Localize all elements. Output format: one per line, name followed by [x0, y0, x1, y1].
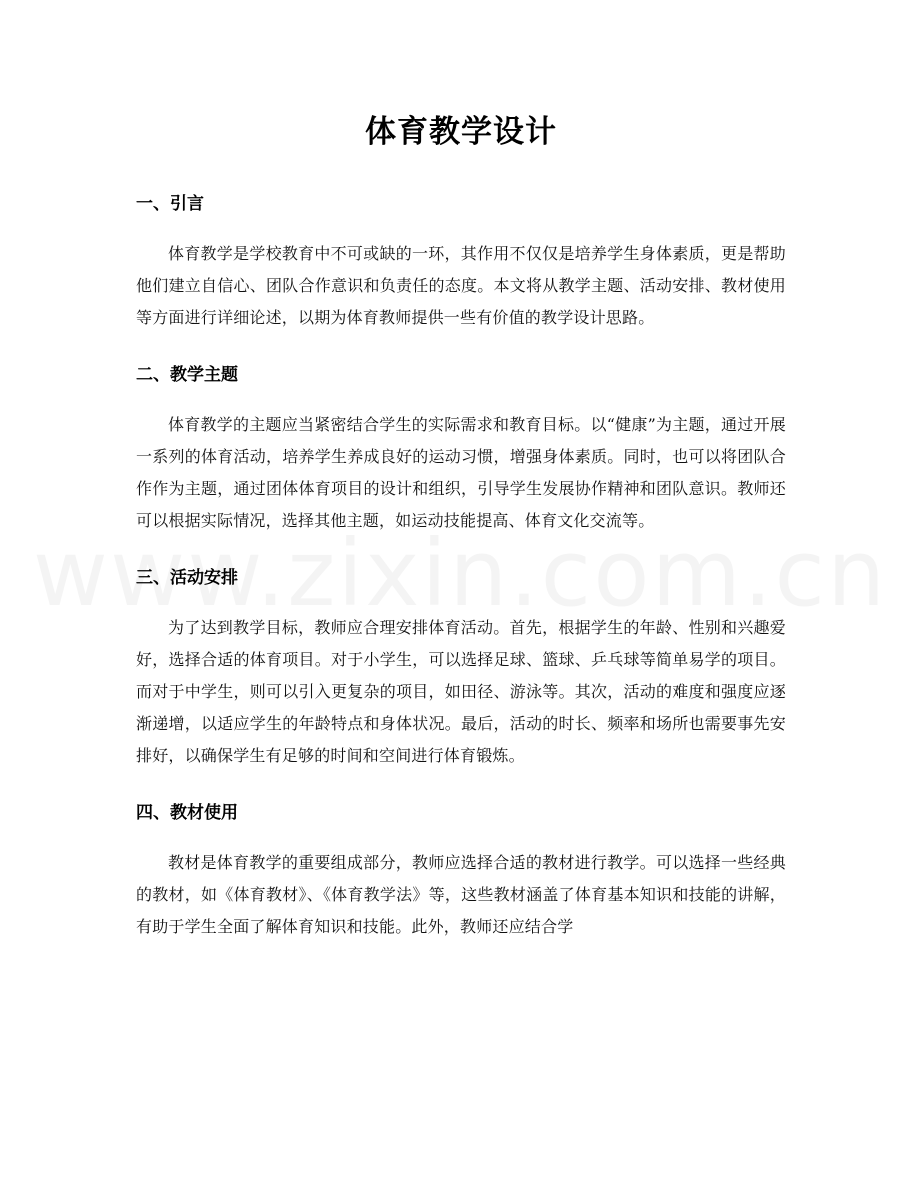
section-paragraph-activity-arrangement: 为了达到教学目标，教师应合理安排体育活动。首先，根据学生的年龄、性别和兴趣爱好，选择合适的体育项目。对于小学生，可以选择足球、篮球、乒乓球等简单易学的项目。而对于中学生，则可以引入更复杂的项目，如田径、游泳等。其次，活动的难度和强度应逐渐递增，以适应学生的年龄特点和身体状况。最后，活动的时长、频率和场所也需要事先安排好，以确保学生有足够的时间和空间进行体育锻炼。: [136, 618, 786, 765]
section-heading-teaching-theme: 二、教学主题: [136, 365, 238, 385]
section-paragraph-textbook-use: 教材是体育教学的重要组成部分，教师应选择合适的教材进行教学。可以选择一些经典的教材，如《体育教材》、《体育教学法》等，这些教材涵盖了体育基本知识和技能的讲解，有助于学生全面了解体育知识和技能。此外，教师还应结合学: [136, 853, 786, 936]
document-title: 体育教学设计: [365, 114, 557, 150]
section-heading-activity-arrangement: 三、活动安排: [136, 568, 238, 588]
section-heading-textbook-use: 四、教材使用: [136, 803, 238, 823]
document-content: [136, 104, 786, 943]
section-paragraph-teaching-theme: 体育教学的主题应当紧密结合学生的实际需求和教育目标。以“健康”为主题，通过开展一系列的体育活动，培养学生养成良好的运动习惯，增强身体素质。同时，也可以将团队合作作为主题，通过团体体育项目的设计和组织，引导学生发展协作精神和团队意识。教师还可以根据实际情况，选择其他主题，如运动技能提高、体育文化交流等。: [136, 415, 786, 530]
section-heading-introduction: 一、引言: [136, 194, 204, 214]
section-paragraph-introduction: 体育教学是学校教育中不可或缺的一环，其作用不仅仅是培养学生身体素质，更是帮助他们建立自信心、团队合作意识和负责任的态度。本文将从教学主题、活动安排、教材使用等方面进行详细论述，以期为体育教师提供一些有价值的教学设计思路。: [136, 244, 786, 327]
